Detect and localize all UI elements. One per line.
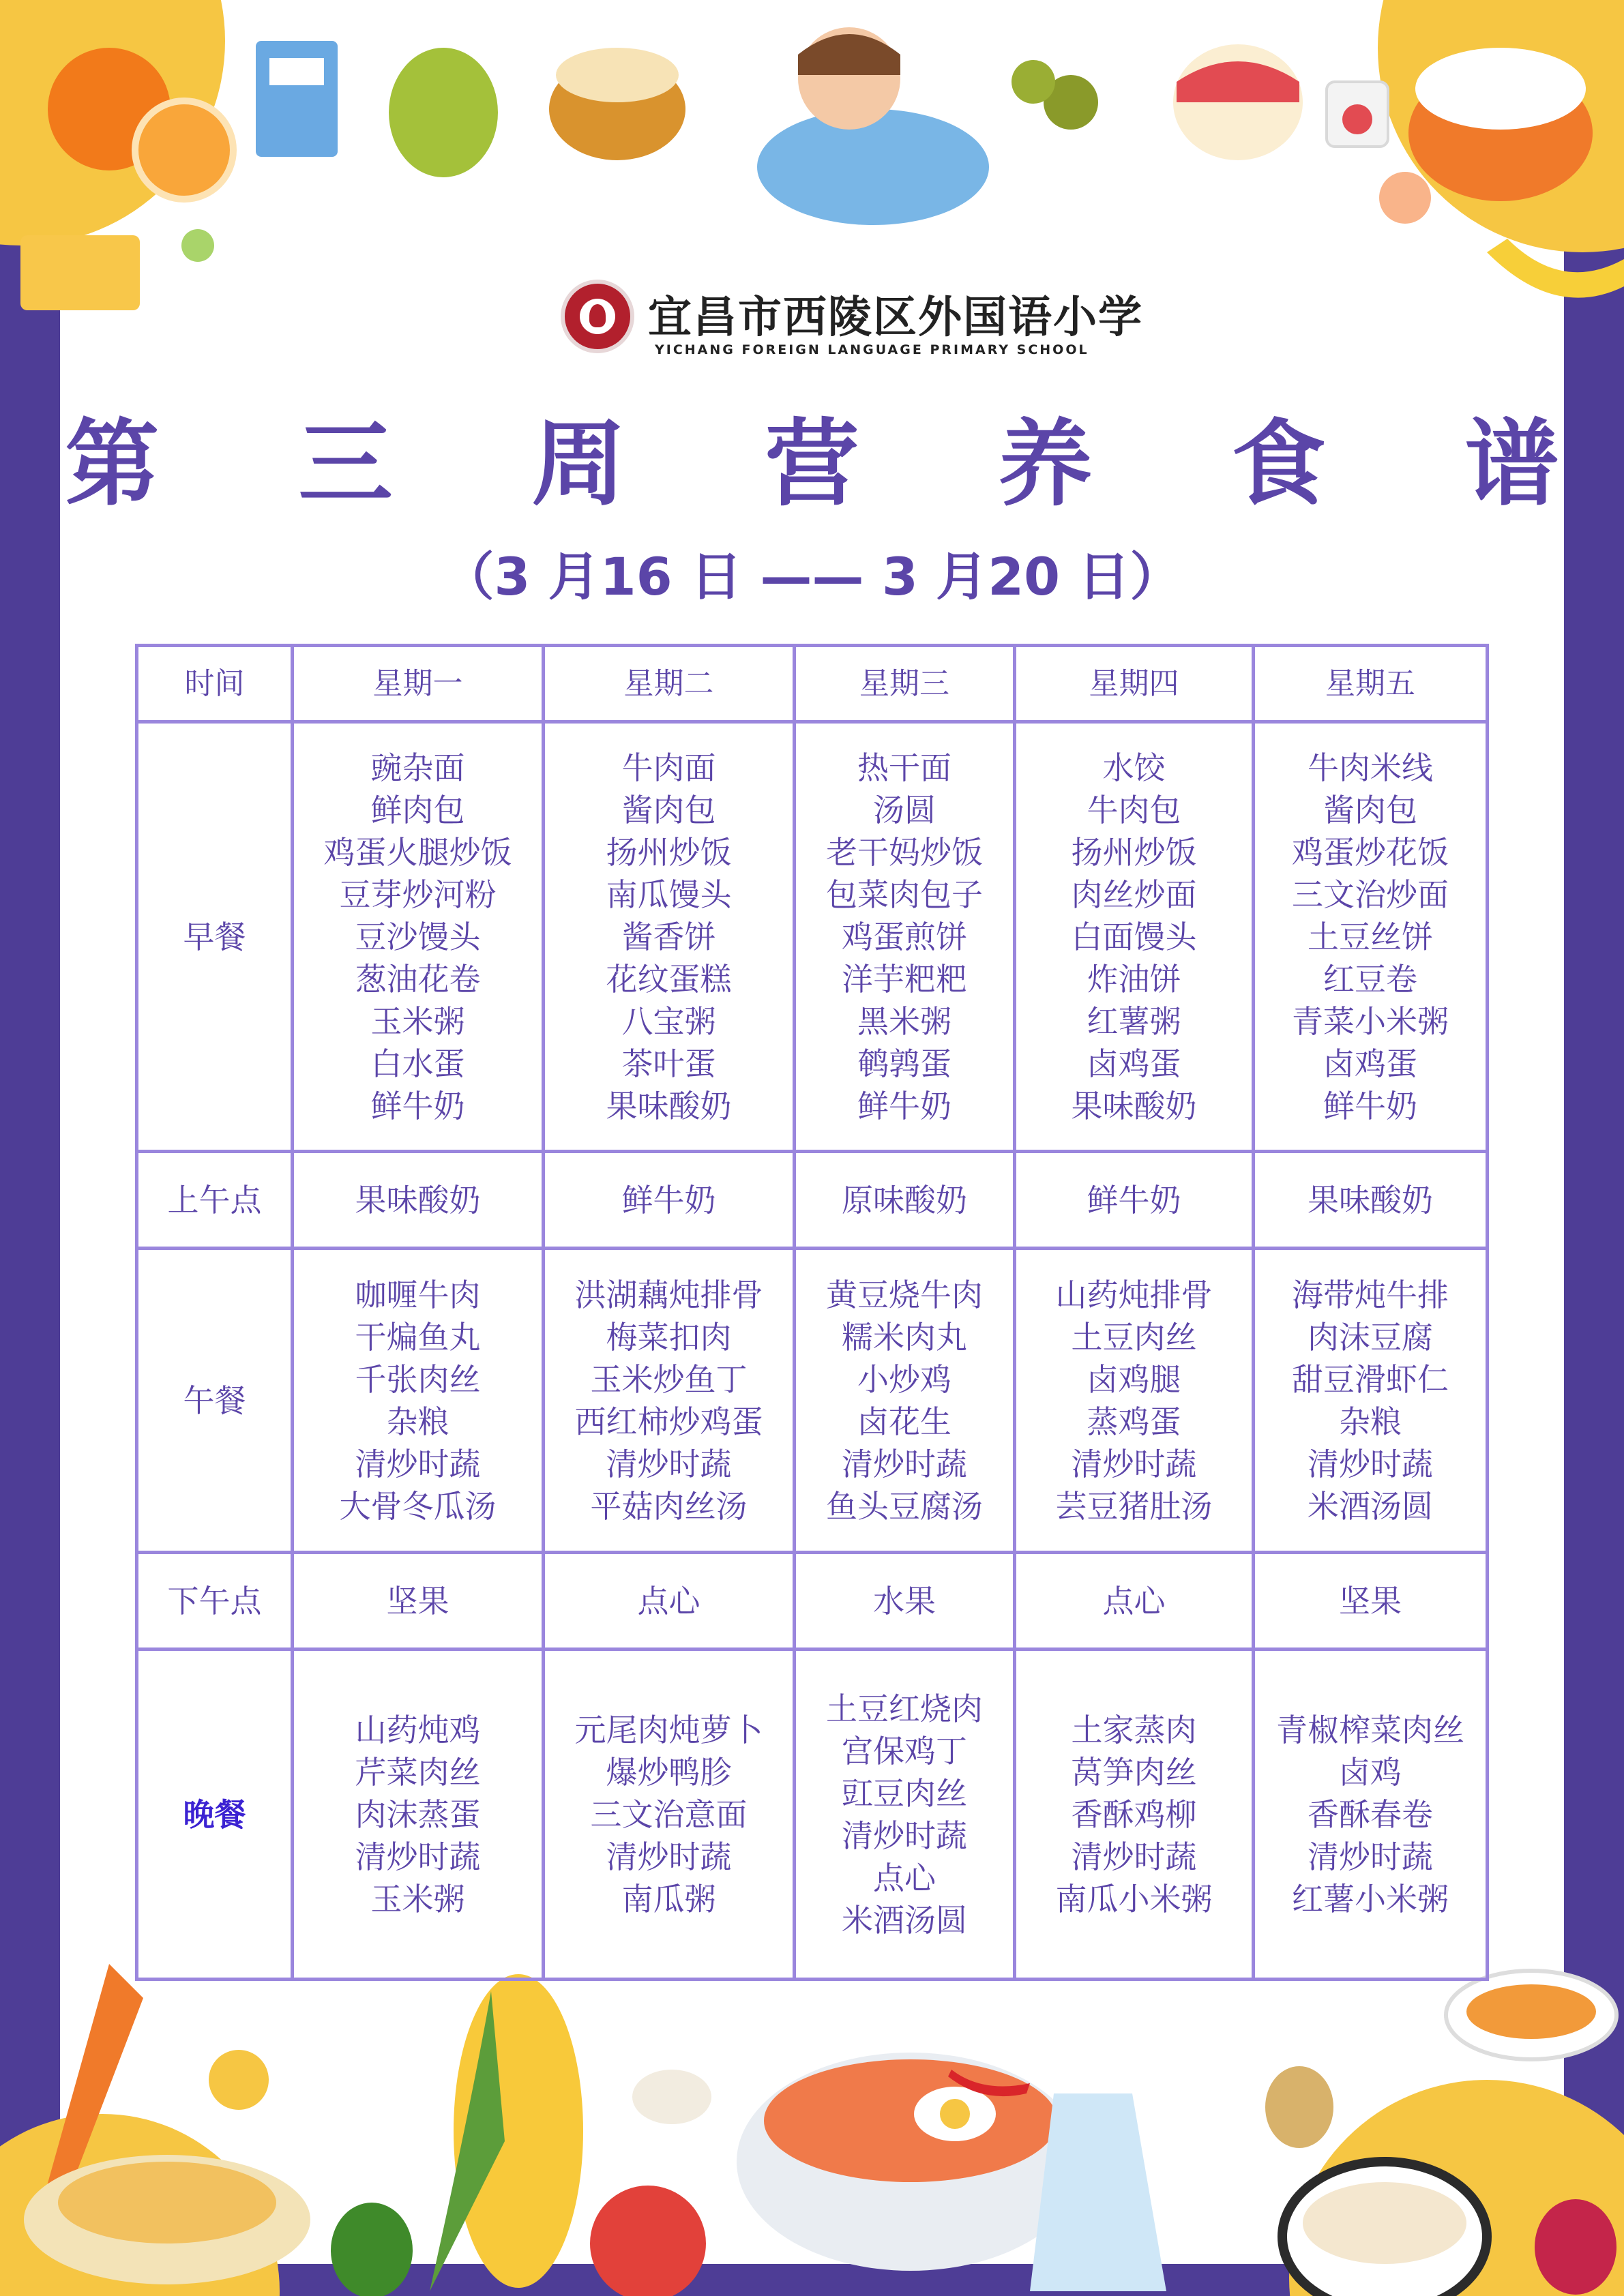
menu-item: 卤花生: [857, 1403, 951, 1440]
menu-cell: [1254, 1152, 1488, 1249]
header-tuesday: 星期二: [544, 646, 795, 722]
menu-cell: [293, 1650, 544, 1980]
menu-item: 果味酸奶: [606, 1087, 732, 1124]
header-thursday: 星期四: [1015, 646, 1254, 722]
menu-item: 原味酸奶: [842, 1181, 967, 1219]
menu-item: 葱油花卷: [355, 960, 481, 998]
menu-item: 鲜牛奶: [857, 1087, 951, 1124]
menu-cell: [544, 722, 795, 1152]
row-label-morning-snack: 上午点: [137, 1152, 293, 1249]
menu-item: 爆炒鸭胗: [606, 1753, 732, 1791]
menu-item: 洋芋粑粑: [842, 960, 967, 998]
menu-item: 扬州炒饭: [606, 833, 732, 871]
menu-item: 卤鸡腿: [1087, 1360, 1181, 1398]
menu-item: 土豆丝饼: [1308, 918, 1433, 955]
menu-item: 南瓜小米粥: [1055, 1880, 1213, 1918]
menu-item: 芸豆猪肚汤: [1055, 1487, 1213, 1525]
header-wednesday: 星期三: [795, 646, 1015, 722]
row-label-lunch: 午餐: [137, 1249, 293, 1553]
menu-item: 鲜牛奶: [1323, 1087, 1417, 1124]
menu-item: 清炒时蔬: [606, 1445, 732, 1482]
small-yellow-circle: [209, 2050, 269, 2110]
menu-item: 元尾肉炖萝卜: [574, 1711, 763, 1748]
menu-item: 香酥春卷: [1308, 1795, 1433, 1833]
menu-item: 干煸鱼丸: [355, 1318, 481, 1356]
menu-item: 玉米粥: [370, 1880, 465, 1918]
menu-item: 水果: [873, 1582, 936, 1620]
menu-item: 鲜牛奶: [621, 1181, 716, 1219]
menu-item: 豆芽炒河粉: [339, 876, 497, 913]
menu-cell: [1015, 1152, 1254, 1249]
menu-item: 鱼头豆腐汤: [826, 1487, 983, 1525]
potato-icon: [1265, 2066, 1333, 2148]
top-decorations: [0, 0, 1624, 320]
page-title: 第 三 周 营 养 食 谱: [65, 409, 1612, 519]
menu-item: 南瓜馒头: [606, 876, 732, 913]
menu-cell: [795, 722, 1015, 1152]
header-friday: 星期五: [1254, 646, 1488, 722]
menu-item: 水饺: [1102, 749, 1166, 786]
menu-item: 洪湖藕炖排骨: [574, 1276, 763, 1313]
header-time: 时间: [137, 646, 293, 722]
menu-item: 豇豆肉丝: [842, 1774, 967, 1812]
menu-item: 清炒时蔬: [355, 1445, 481, 1482]
menu-item: 鸡蛋火腿炒饭: [323, 833, 512, 871]
menu-item: 卤鸡蛋: [1087, 1045, 1181, 1082]
table-row-afternoon-snack: [137, 1553, 1488, 1650]
menu-cell: [1254, 1650, 1488, 1980]
menu-item: 牛肉米线: [1308, 749, 1433, 786]
menu-item: 米酒汤圆: [1308, 1487, 1433, 1525]
school-emblem-icon: [561, 280, 634, 353]
menu-item: 扬州炒饭: [1071, 833, 1197, 871]
milk-jug-icon: [1030, 2093, 1166, 2291]
menu-item: 红豆卷: [1323, 960, 1417, 998]
menu-item: 千张肉丝: [355, 1360, 481, 1398]
menu-cell: [1254, 1553, 1488, 1650]
menu-item: 土豆肉丝: [1071, 1318, 1197, 1356]
menu-item: 清炒时蔬: [355, 1838, 481, 1875]
airplane-icon: [757, 109, 989, 225]
menu-item: 清炒时蔬: [842, 1445, 967, 1482]
menu-cell: [795, 1249, 1015, 1553]
menu-item: 果味酸奶: [1071, 1087, 1197, 1124]
row-label-breakfast: 早餐: [137, 722, 293, 1152]
menu-item: 黄豆烧牛肉: [826, 1276, 983, 1313]
pear-icon: [389, 48, 498, 177]
menu-cell: [1015, 1249, 1254, 1553]
green-pepper-icon: [331, 2203, 413, 2296]
header-monday: 星期一: [293, 646, 544, 722]
tomato-icon: [590, 2186, 706, 2296]
menu-cell: [293, 1152, 544, 1249]
menu-cell: [544, 1553, 795, 1650]
menu-item: 点心: [637, 1582, 700, 1620]
menu-item: 卤鸡蛋: [1323, 1045, 1417, 1082]
menu-item: 清炒时蔬: [1308, 1445, 1433, 1482]
menu-item: 玉米炒鱼丁: [590, 1360, 748, 1398]
mushroom-icon: [632, 2070, 711, 2124]
menu-item: 米酒汤圆: [842, 1901, 967, 1939]
menu-item: 莴笋肉丝: [1071, 1753, 1197, 1791]
menu-cell: [1015, 1553, 1254, 1650]
menu-item: 肉沫蒸蛋: [355, 1795, 481, 1833]
row-label-dinner: 晚餐: [137, 1650, 293, 1980]
menu-cell: [795, 1553, 1015, 1650]
menu-item: 白面馒头: [1071, 918, 1197, 955]
menu-item: 黑米粥: [857, 1002, 951, 1040]
menu-item: 咖喱牛肉: [355, 1276, 481, 1313]
cheese-icon: [20, 235, 140, 310]
menu-cell: [1254, 1249, 1488, 1553]
menu-item: 酱肉包: [1323, 791, 1417, 829]
menu-item: 红薯粥: [1087, 1002, 1181, 1040]
menu-item: 玉米粥: [370, 1002, 465, 1040]
menu-item: 宫保鸡丁: [842, 1732, 967, 1770]
menu-cell: [544, 1650, 795, 1980]
menu-item: 酱肉包: [621, 791, 716, 829]
menu-item: 山药炖排骨: [1055, 1276, 1213, 1313]
menu-item: 土豆红烧肉: [826, 1690, 983, 1727]
menu-cell: [1015, 722, 1254, 1152]
menu-item: 坚果: [386, 1582, 449, 1620]
menu-item: 豆沙馒头: [355, 918, 481, 955]
menu-item: 青椒榨菜肉丝: [1276, 1711, 1464, 1748]
small-orange-circle: [1379, 172, 1431, 224]
menu-item: 包菜肉包子: [826, 876, 983, 913]
menu-item: 杂粮: [386, 1403, 449, 1440]
menu-item: 八宝粥: [621, 1002, 716, 1040]
menu-cell: [544, 1249, 795, 1553]
menu-item: 鸡蛋炒花饭: [1292, 833, 1449, 871]
menu-item: 酱香饼: [621, 918, 716, 955]
menu-item: 糯米肉丸: [842, 1318, 967, 1356]
school-header: [561, 280, 1143, 368]
menu-cell: [293, 722, 544, 1152]
menu-item: 梅菜扣肉: [606, 1318, 732, 1356]
menu-item: 牛肉面: [621, 749, 716, 786]
menu-item: 点心: [873, 1859, 936, 1896]
table-row-lunch: [137, 1249, 1488, 1553]
menu-item: 三文治意面: [590, 1795, 748, 1833]
menu-item: 杂粮: [1339, 1403, 1402, 1440]
radish-icon: [1535, 2199, 1616, 2295]
menu-cell: [1254, 722, 1488, 1152]
menu-item: 南瓜粥: [621, 1880, 716, 1918]
menu-item: 茶叶蛋: [621, 1045, 716, 1082]
row-label-afternoon-snack: 下午点: [137, 1553, 293, 1650]
menu-item: 汤圆: [873, 791, 936, 829]
orange-slice-icon: [135, 101, 233, 199]
menu-item: 西红柿炒鸡蛋: [574, 1403, 763, 1440]
menu-item: 海带炖牛排: [1292, 1276, 1449, 1313]
menu-item: 平菇肉丝汤: [590, 1487, 748, 1525]
menu-item: 花纹蛋糕: [606, 960, 732, 998]
menu-item: 清炒时蔬: [1308, 1838, 1433, 1875]
menu-cell: [293, 1249, 544, 1553]
date-range: （3 月16 日 —— 3 月20 日）: [442, 546, 1182, 607]
menu-item: 清炒时蔬: [1071, 1838, 1197, 1875]
menu-item: 清炒时蔬: [1071, 1445, 1197, 1482]
menu-item: 白水蛋: [370, 1045, 465, 1082]
menu-item: 卤鸡: [1339, 1753, 1402, 1791]
menu-item: 鸡蛋煎饼: [842, 918, 967, 955]
menu-item: 鲜牛奶: [370, 1087, 465, 1124]
table-row-morning-snack: [137, 1152, 1488, 1249]
menu-item: 豌杂面: [370, 749, 465, 786]
small-green-circle: [181, 229, 214, 262]
menu-item: 肉丝炒面: [1071, 876, 1197, 913]
menu-item: 小炒鸡: [857, 1360, 951, 1398]
menu-item: 芹菜肉丝: [355, 1753, 481, 1791]
school-name-cn: 宜昌市西陵区外国语小学: [648, 292, 1143, 343]
menu-cell: [1015, 1650, 1254, 1980]
school-name-en: YICHANG FOREIGN LANGUAGE PRIMARY SCHOOL: [655, 342, 1089, 357]
menu-item: 甜豆滑虾仁: [1292, 1360, 1449, 1398]
menu-item: 鲜肉包: [370, 791, 465, 829]
menu-item: 坚果: [1339, 1582, 1402, 1620]
menu-item: 山药炖鸡: [355, 1711, 481, 1748]
menu-item: 香酥鸡柳: [1071, 1795, 1197, 1833]
menu-item: 红薯小米粥: [1292, 1880, 1449, 1918]
menu-item: 鲜牛奶: [1087, 1181, 1181, 1219]
table-row-dinner: [137, 1650, 1488, 1980]
table-header-row: [137, 646, 1488, 722]
menu-item: 果味酸奶: [355, 1181, 481, 1219]
menu-item: 老干妈炒饭: [826, 833, 983, 871]
menu-item: 炸油饼: [1087, 960, 1181, 998]
menu-item: 点心: [1102, 1582, 1166, 1620]
menu-item: 牛肉包: [1087, 791, 1181, 829]
menu-item: 清炒时蔬: [606, 1838, 732, 1875]
menu-item: 果味酸奶: [1308, 1181, 1433, 1219]
menu-cell: [795, 1152, 1015, 1249]
menu-item: 蒸鸡蛋: [1087, 1403, 1181, 1440]
menu-item: 热干面: [857, 749, 951, 786]
menu-item: 土家蒸肉: [1071, 1711, 1197, 1748]
menu-item: 鹌鹑蛋: [857, 1045, 951, 1082]
menu-item: 三文治炒面: [1292, 876, 1449, 913]
menu-item: 肉沫豆腐: [1308, 1318, 1433, 1356]
menu-table: [135, 644, 1489, 1981]
menu-item: 青菜小米粥: [1292, 1002, 1449, 1040]
table-row-breakfast: [137, 722, 1488, 1152]
menu-item: 清炒时蔬: [842, 1817, 967, 1854]
menu-cell: [293, 1553, 544, 1650]
bottom-decorations: [0, 1937, 1624, 2296]
menu-item: 大骨冬瓜汤: [339, 1487, 497, 1525]
menu-cell: [795, 1650, 1015, 1980]
menu-cell: [544, 1152, 795, 1249]
